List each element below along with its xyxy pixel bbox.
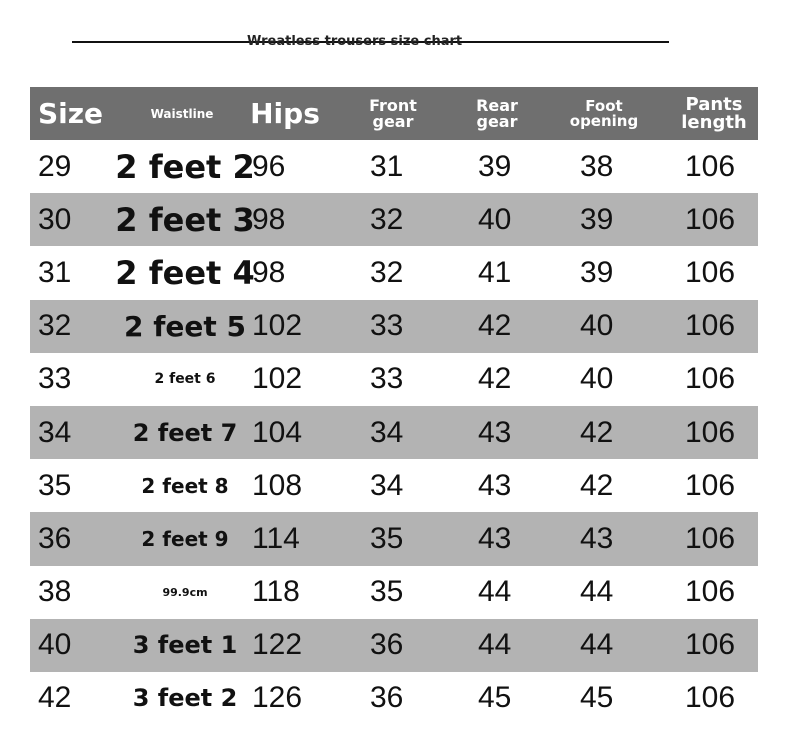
table-row — [30, 246, 758, 299]
chart-title-area — [72, 34, 669, 54]
hips-cell: 114 — [252, 521, 300, 555]
pants-length-cell: 106 — [685, 149, 736, 183]
rear-gear-cell: 40 — [478, 202, 512, 236]
rear-gear-cell: 42 — [478, 309, 512, 343]
header-foot-opening-line2: opening — [569, 111, 639, 130]
header-hips: Hips — [250, 96, 320, 130]
hips-cell: 98 — [252, 255, 286, 289]
front-gear-cell: 36 — [370, 628, 404, 662]
header-pants-length-line2: length — [681, 111, 747, 133]
header-size: Size — [38, 96, 104, 130]
pants-length-cell: 106 — [685, 415, 736, 449]
size-cell: 40 — [38, 628, 72, 662]
waistline-cell: 2 feet 8 — [141, 473, 229, 498]
size-cell: 35 — [38, 468, 72, 502]
table-row — [30, 619, 758, 672]
table-row — [30, 140, 758, 193]
hips-cell: 96 — [252, 149, 286, 183]
waistline-cell: 2 feet 3 — [115, 200, 255, 239]
hips-cell: 118 — [252, 575, 300, 609]
table-row — [30, 300, 758, 353]
hips-cell: 108 — [252, 468, 303, 502]
size-cell: 32 — [38, 309, 72, 343]
foot-opening-cell: 42 — [580, 415, 614, 449]
header-rear-gear — [470, 87, 524, 140]
rear-gear-cell: 43 — [478, 415, 512, 449]
rear-gear-cell: 39 — [478, 149, 512, 183]
foot-opening-cell: 43 — [580, 521, 614, 555]
rear-gear-cell: 45 — [478, 681, 512, 715]
waistline-cell: 2 feet 7 — [132, 418, 238, 447]
foot-opening-cell: 39 — [580, 255, 614, 289]
header-rear-gear-line1: Rear — [476, 95, 518, 115]
table-row — [30, 566, 758, 619]
front-gear-cell: 35 — [370, 575, 404, 609]
table-row — [30, 512, 758, 565]
foot-opening-cell: 45 — [580, 681, 614, 715]
header-front-gear-line2: gear — [372, 111, 414, 131]
rear-gear-cell: 43 — [478, 521, 512, 555]
waistline-cell: 3 feet 1 — [132, 631, 238, 660]
rear-gear-cell: 44 — [478, 575, 512, 609]
foot-opening-cell: 44 — [580, 575, 614, 609]
pants-length-cell: 106 — [685, 575, 736, 609]
waistline-cell: 2 feet 5 — [123, 309, 246, 343]
table-row — [30, 672, 758, 725]
table-row — [30, 353, 758, 406]
size-chart-table — [30, 87, 758, 725]
chart-title: Wreatless trousers size chart — [247, 34, 463, 49]
pants-length-cell: 106 — [685, 681, 736, 715]
header-pants-length-line1: Pants — [685, 93, 743, 115]
pants-length-cell: 106 — [685, 468, 736, 502]
front-gear-cell: 32 — [370, 255, 404, 289]
hips-cell: 104 — [252, 415, 303, 449]
rear-gear-cell: 42 — [478, 362, 512, 396]
rear-gear-cell: 44 — [478, 628, 512, 662]
size-cell: 34 — [38, 415, 72, 449]
foot-opening-cell: 42 — [580, 468, 614, 502]
hips-cell: 126 — [252, 681, 303, 715]
pants-length-cell: 106 — [685, 362, 736, 396]
front-gear-cell: 31 — [370, 149, 404, 183]
foot-opening-cell: 39 — [580, 202, 614, 236]
hips-cell: 122 — [252, 628, 303, 662]
front-gear-cell: 33 — [370, 309, 404, 343]
size-cell: 31 — [38, 255, 72, 289]
waistline-cell: 2 feet 2 — [115, 147, 255, 186]
header-rear-gear-line2: gear — [476, 111, 518, 131]
pants-length-cell: 106 — [685, 255, 736, 289]
front-gear-cell: 36 — [370, 681, 404, 715]
table-header-row — [30, 87, 758, 140]
waistline-cell: 3 feet 2 — [132, 684, 238, 713]
rear-gear-cell: 43 — [478, 468, 512, 502]
header-foot-opening — [566, 87, 642, 140]
pants-length-cell: 106 — [685, 628, 736, 662]
header-waistline: Waistline — [150, 106, 214, 121]
header-front-gear — [362, 87, 424, 140]
size-cell: 42 — [38, 681, 72, 715]
front-gear-cell: 34 — [370, 415, 404, 449]
size-cell: 38 — [38, 575, 72, 609]
front-gear-cell: 32 — [370, 202, 404, 236]
waistline-cell: 2 feet 4 — [115, 253, 255, 292]
table-row — [30, 406, 758, 459]
foot-opening-cell: 44 — [580, 628, 614, 662]
pants-length-cell: 106 — [685, 521, 736, 555]
header-pants-length — [678, 87, 750, 140]
size-cell: 33 — [38, 362, 72, 396]
hips-cell: 102 — [252, 362, 303, 396]
table-row — [30, 459, 758, 512]
foot-opening-cell: 40 — [580, 362, 614, 396]
pants-length-cell: 106 — [685, 202, 736, 236]
foot-opening-cell: 38 — [580, 149, 614, 183]
header-front-gear-line1: Front — [369, 95, 417, 115]
size-cell: 30 — [38, 202, 72, 236]
waistline-cell: 2 feet 9 — [141, 526, 229, 551]
front-gear-cell: 33 — [370, 362, 404, 396]
waistline-cell: 99.9cm — [162, 585, 208, 599]
hips-cell: 98 — [252, 202, 286, 236]
header-foot-opening-line1: Foot — [585, 96, 623, 115]
front-gear-cell: 35 — [370, 521, 404, 555]
pants-length-cell: 106 — [685, 309, 736, 343]
rear-gear-cell: 41 — [478, 255, 512, 289]
size-cell: 36 — [38, 521, 72, 555]
hips-cell: 102 — [252, 309, 303, 343]
size-cell: 29 — [38, 149, 72, 183]
table-row — [30, 193, 758, 246]
waistline-cell: 2 feet 6 — [154, 371, 216, 388]
foot-opening-cell: 40 — [580, 309, 614, 343]
front-gear-cell: 34 — [370, 468, 404, 502]
